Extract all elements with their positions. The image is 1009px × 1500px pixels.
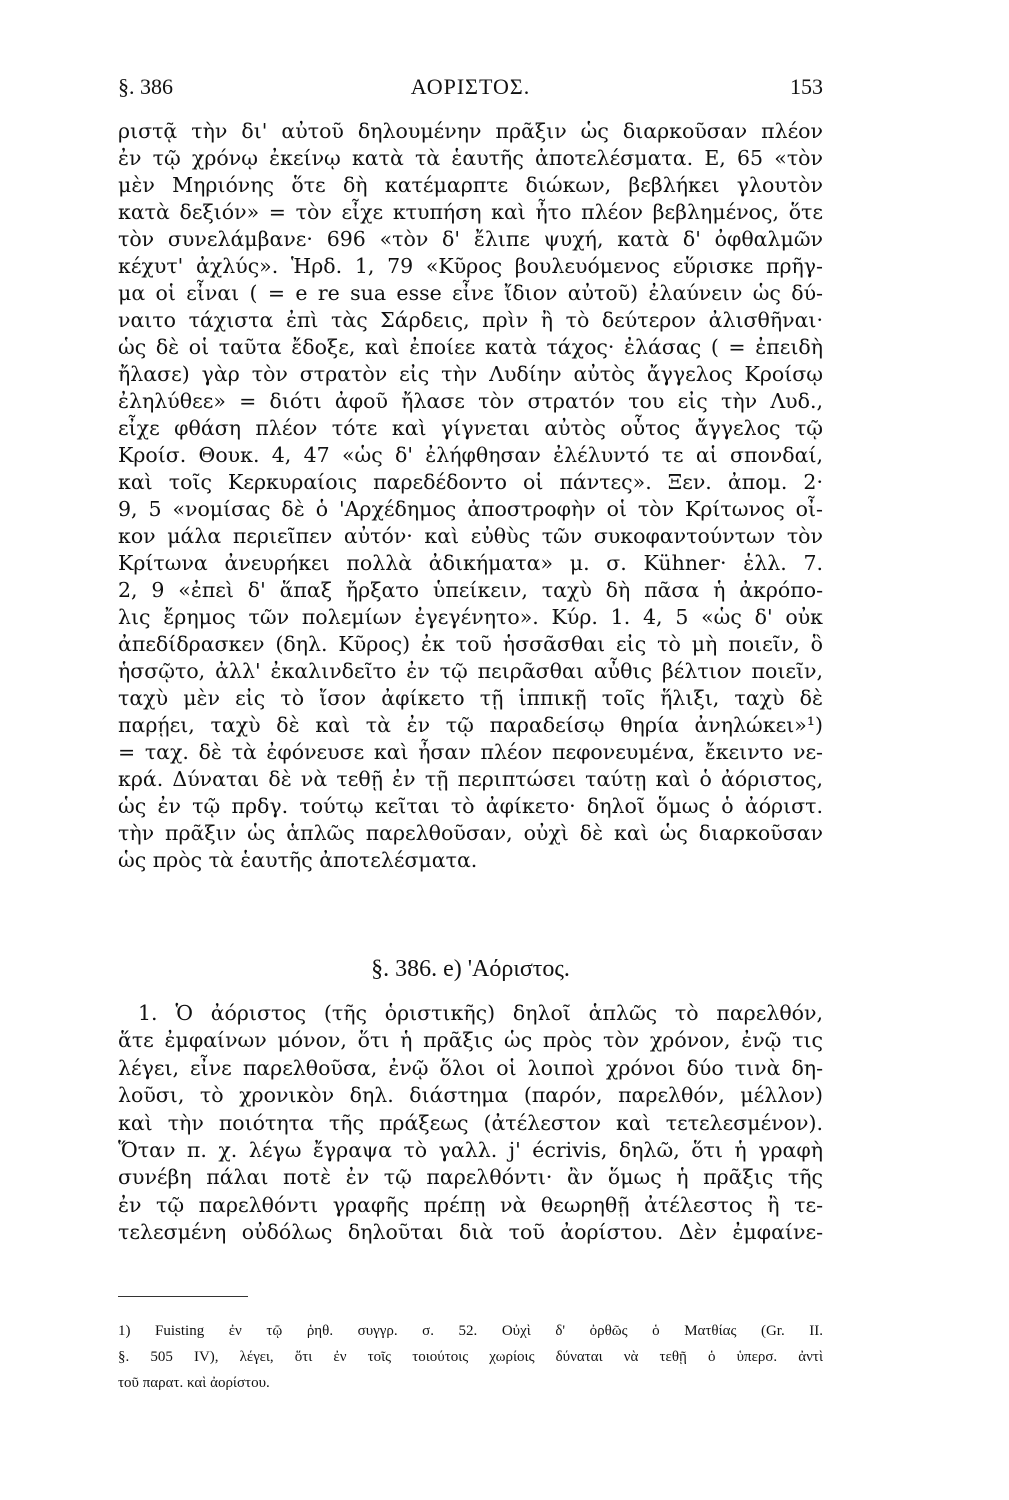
text-line: λις ἔρημος τῶν πολεμίων ἐγεγένητο». Κύρ. 1. 4, 5 «ὡς δ' οὐκ: [118, 605, 823, 629]
text-line: ὡς πρὸς τὰ ἑαυτῆς ἀποτελέσματα.: [118, 848, 478, 872]
text-line: μα οἱ εἶναι ( = e re sua esse εἶνε ἴδιον αὐτοῦ) ἐλαύνειν ὡς δύ-: [118, 281, 823, 305]
text-line: καὶ τὴν ποιότητα τῆς πράξεως (ἀτέλεστον καὶ τετελεσμένον).: [118, 1110, 823, 1135]
footnote-line: 1) Fuisting ἐν τῷ ῥηθ. συγγρ. σ. 52. Οὐχὶ δ' ὀρθῶς ὁ Ματθίας (Gr. II.: [118, 1323, 823, 1339]
header-title: ΑΟΡΙΣΤΟΣ.: [410, 74, 531, 99]
text-line: 1. Ὁ ἀόριστος (τῆς ὁριστικῆς) δηλοῖ ἁπλῶς τὸ παρελθόν,: [138, 1001, 823, 1025]
text-line: κρά. Δύναται δὲ νὰ τεθῇ ἐν τῇ περιπτώσει ταύτῃ καὶ ὁ ἀόριστος,: [118, 767, 823, 791]
text-line: 9, 5 «νομίσας δὲ ὁ 'Αρχέδημος ἀποστροφὴν οἱ τὸν Κρίτωνος οἶ-: [118, 497, 823, 521]
text-line: συνέβη πάλαι ποτὲ ἐν τῷ παρελθόντι· ἂν ὅμως ἡ πρᾶξις τῆς: [118, 1165, 823, 1190]
text-line: ἡσσῷτο, ἀλλ' ἐκαλινδεῖτο ἐν τῷ πειρᾶσθαι αὖθις βέλτιον ποιεῖν,: [118, 659, 823, 683]
text-line: ἅτε ἐμφαίνων μόνον, ὅτι ἡ πρᾶξις ὡς πρὸς τὸν χρόνον, ἐνῷ τις: [118, 1028, 823, 1053]
text-line: ἐν τῷ παρελθόντι γραφῆς πρέπῃ νὰ θεωρηθῇ ἀτέλεστος ἢ τε-: [118, 1192, 823, 1217]
paragraph-aorist: [118, 1000, 823, 1247]
text-line: ναιτο τάχιστα ἐπὶ τὰς Σάρδεις, πρὶν ἢ τὸ δεύτερον ἀλισθῆναι·: [118, 308, 823, 332]
text-line: μὲν Μηριόνης ὅτε δὴ κατέμαρπτε διώκων, βεβλήκει γλουτὸν: [118, 173, 823, 197]
text-line: κατὰ δεξιόν» = τὸν εἶχε κτυπήση καὶ ἦτο πλέον βεβλημένος, ὅτε: [118, 200, 823, 224]
text-line: Κροίσ. Θουκ. 4, 47 «ὡς δ' ἐλήφθησαν ἐλέλυντό τε αἱ σπονδαί,: [118, 443, 823, 467]
section-heading: §. 386. e) 'Αόριστος.: [371, 956, 570, 982]
text-line: ἀπεδίδρασκεν (δηλ. Κῦρος) ἐκ τοῦ ἡσσᾶσθαι εἰς τὸ μὴ ποιεῖν, ὃ: [118, 632, 823, 656]
text-line: τὸν συνελάμβανε· 696 «τὸν δ' ἔλιπε ψυχή, κατὰ δ' ὀφθαλμῶν: [118, 227, 823, 251]
text-line: = ταχ. δὲ τὰ ἐφόνευσε καὶ ἦσαν πλέον πεφονευμένα, ἔκειντο νε-: [118, 740, 823, 764]
footnote-line: τοῦ παρατ. καὶ ἀορίστου.: [118, 1375, 270, 1391]
text-line: Κρίτωνα ἀνευρήκει πολλὰ ἀδικήματα» μ. σ. Kühner· ἑλλ. 7.: [118, 551, 823, 575]
header-section-number: §. 386: [118, 74, 173, 99]
text-line: ἤλασε) γὰρ τὸν στρατὸν εἰς τὴν Λυδίην αὐτὸς ἄγγελος Κροίσῳ: [118, 362, 823, 386]
text-line: ὡς δὲ οἱ ταῦτα ἔδοξε, καὶ ἐποίεε κατὰ τάχος· ἐλάσας ( = ἐπειδὴ: [118, 335, 823, 359]
text-line: ἐληλύθεε» = διότι ἀφοῦ ἤλασε τὸν στρατόν του εἰς τὴν Λυδ.,: [118, 389, 823, 413]
text-line: εἶχε φθάση πλέον τότε καὶ γίγνεται αὐτὸς οὗτος ἄγγελος τῷ: [118, 416, 823, 440]
page-header: [118, 68, 823, 108]
text-line: κέχυτ' ἀχλύς». Ἡρδ. 1, 79 «Κῦρος βουλευόμενος εὕρισκε πρῆγ-: [118, 254, 823, 278]
paragraph-continuation: [118, 118, 823, 874]
footnote-divider: [118, 1296, 248, 1297]
text-line: ὡς ἐν τῷ πρδγ. τούτῳ κεῖται τὸ ἀφίκετο· δηλοῖ ὅμως ὁ ἀόριστ.: [118, 794, 823, 818]
text-line: καὶ τοῖς Κερκυραίοις παρεδέδοντο οἱ πάντες». Ξεν. ἀπομ. 2·: [118, 470, 823, 494]
footnote-line: §. 505 IV), λέγει, ὅτι ἐν τοῖς τοιούτοις χωρίοις δύναται νὰ τεθῇ ὁ ὑπερσ. ἀντὶ: [118, 1349, 823, 1365]
text-line: τὴν πρᾶξιν ὡς ἁπλῶς παρελθοῦσαν, οὐχὶ δὲ καὶ ὡς διαρκοῦσαν: [118, 821, 823, 845]
text-line: ταχὺ μὲν εἰς τὸ ἴσον ἀφίκετο τῇ ἱππικῇ τοῖς ἥλιξι, ταχὺ δὲ: [118, 686, 823, 710]
text-line: λέγει, εἶνε παρελθοῦσα, ἐνῷ ὅλοι οἱ λοιποὶ χρόνοι δύο τινὰ δη-: [118, 1055, 823, 1080]
text-line: Ὅταν π. χ. λέγω ἔγραψα τὸ γαλλ. j' écrivis, δηλῶ, ὅτι ἡ γραφὴ: [118, 1138, 823, 1163]
text-line: λοῦσι, τὸ χρονικὸν δηλ. διάστημα (παρόν, παρελθόν, μέλλον): [118, 1083, 823, 1108]
text-line: ριστᾷ τὴν δι' αὐτοῦ δηλουμένην πρᾶξιν ὡς διαρκοῦσαν πλέον: [118, 119, 823, 143]
footnotes: [118, 1318, 823, 1396]
text-line: τελεσμένη οὐδόλως δηλοῦται διὰ τοῦ ἀορίστου. Δὲν ἐμφαίνε-: [118, 1220, 823, 1245]
text-line: 2, 9 «ἐπεὶ δ' ἅπαξ ἤρξατο ὑπείκειν, ταχὺ δὴ πᾶσα ἡ ἀκρόπο-: [118, 578, 823, 602]
text-line: κον μάλα περιεῖπεν αὐτόν· καὶ εὐθὺς τῶν συκοφαντούντων τὸν: [118, 524, 823, 548]
text-line: παρῄει, ταχὺ δὲ καὶ τὰ ἐν τῷ παραδείσῳ θηρία ἀνηλώκει»¹): [118, 713, 823, 737]
page-number: 153: [790, 74, 823, 99]
text-line: ἐν τῷ χρόνῳ ἐκείνῳ κατὰ τὰ ἑαυτῆς ἀποτελέσματα. Ε, 65 «τὸν: [118, 146, 823, 170]
